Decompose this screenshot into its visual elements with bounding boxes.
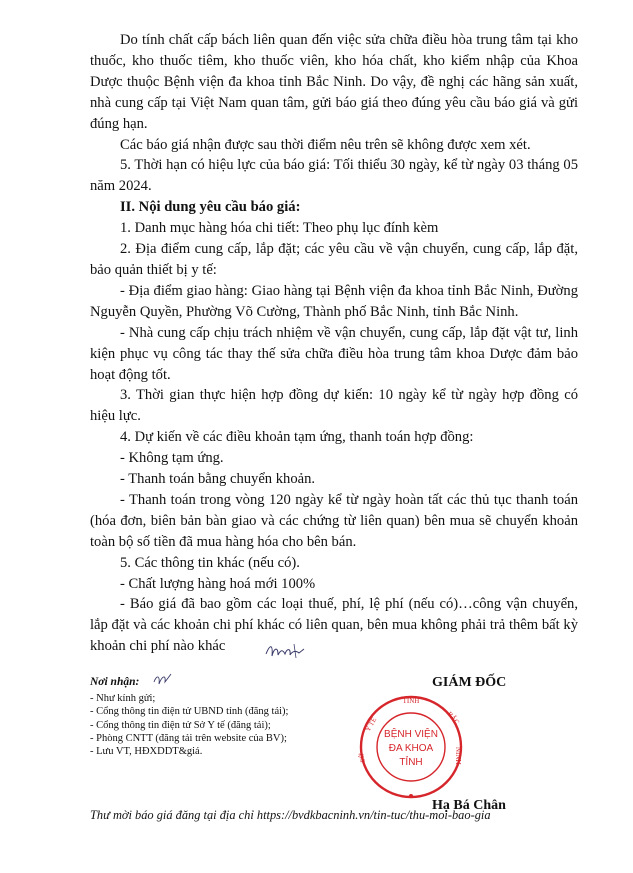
seal-line-2: ĐA KHOA <box>388 743 434 754</box>
recipients-title: Nơi nhận: <box>90 676 370 689</box>
svg-text:NINH: NINH <box>454 747 462 765</box>
paragraph-validity: 5. Thời hạn có hiệu lực của báo giá: Tối thiểu 30 ngày, kể từ ngày 03 tháng 05 năm 2024. <box>90 157 578 195</box>
paragraph-intro: Do tính chất cấp bách liên quan đến việc sửa chữa điều hòa trung tâm tại kho thuốc, kho thuốc tiêm, kho thuốc viên, kho hóa chất, kho kiểm nhập của Khoa Dược thuộc Bệnh viện đa khoa tỉnh Bắc Ninh. Do vậy, đề nghị các hãng sản xuất, nhà cung cấp tại Việt Nam quan tâm, gửi báo giá theo đúng yêu cầu báo giá và gửi đúng hạn. <box>90 32 578 132</box>
recipient-line: - Phòng CNTT (đăng tải trên website của BV); <box>90 732 287 744</box>
item-2-delivery: - Địa điểm giao hàng: Giao hàng tại Bệnh viện đa khoa tỉnh Bắc Ninh, Đường Nguyễn Quyền, Phường Võ Cường, Thành phố Bắc Ninh, tỉnh Bắc Ninh. <box>90 282 578 320</box>
recipients-block <box>90 676 370 758</box>
svg-text:BẮC: BẮC <box>445 710 461 727</box>
item-1: 1. Danh mục hàng hóa chi tiết: Theo phụ lục đính kèm <box>120 220 439 237</box>
footer-note: Thư mời báo giá đăng tại địa chỉ https://bvdkbacninh.vn/tin-tuc/thu-moi-bao-gia <box>90 808 491 822</box>
recipient-line: - Lưu VT, HĐXDDT&giá. <box>90 746 203 758</box>
svg-text:TỈNH: TỈNH <box>402 697 420 705</box>
item-2: 2. Địa điểm cung cấp, lắp đặt; các yêu cầu về vận chuyển, cung cấp, lắp đặt, bảo quản thiết bị y tế: <box>90 241 578 278</box>
recipients-initial <box>152 670 174 688</box>
item-2-supplier: - Nhà cung cấp chịu trách nhiệm về vận chuyển, cung cấp, lắp đặt vật tư, linh kiện phục vụ công tác thay thế sửa chữa điều hòa trung tâm khoa Dược đảm bảo hoạt động tốt. <box>90 324 578 383</box>
item-5: 5. Các thông tin khác (nếu có). <box>120 554 300 571</box>
item-5-fees: - Báo giá đã bao gồm các loại thuế, phí, lệ phí (nếu có)…công vận chuyển, lắp đặt và các khoản chi phí khác có liên quan, bên mua không phải trả thêm bất kỳ khoản chi phí nào khác <box>90 596 578 655</box>
item-4-transfer: - Thanh toán bằng chuyển khoản. <box>120 471 316 488</box>
recipient-line: - Cổng thông tin điện tử Sở Y tế (đăng tải); <box>90 719 271 731</box>
seal-line-1: BỆNH VIỆN <box>384 729 438 740</box>
recipient-line: - Như kính gửi; <box>90 693 156 705</box>
hospital-seal <box>355 692 467 802</box>
item-4-terms: - Thanh toán trong vòng 120 ngày kể từ ngày hoàn tất các thủ tục thanh toán (hóa đơn, biên bản bàn giao và các chứng từ liên quan) bên mua sẽ chuyển khoản toàn bộ số tiền đã mua hàng hóa cho bên bán. <box>90 491 578 550</box>
director-name: Hạ Bá Chân <box>432 798 506 813</box>
item-5-quality: - Chất lượng hàng hoá mới 100% <box>120 575 316 592</box>
svg-text:Y TẾ: Y TẾ <box>363 716 379 733</box>
paragraph-deadline-note: Các báo giá nhận được sau thời điểm nêu trên sẽ không được xem xét. <box>120 136 531 153</box>
seal-line-3: TỈNH <box>399 757 423 768</box>
svg-text:SỞ: SỞ <box>357 752 367 764</box>
item-4: 4. Dự kiến về các điều khoản tạm ứng, thanh toán hợp đồng: <box>120 429 474 446</box>
item-3: 3. Thời gian thực hiện hợp đồng dự kiến: 10 ngày kể từ ngày hợp đồng có hiệu lực. <box>90 387 578 425</box>
initial-signature <box>264 640 308 662</box>
recipient-line: - Cổng thông tin điện tử UBND tỉnh (đăng tải); <box>90 706 289 718</box>
body-text <box>90 30 578 657</box>
section-heading-2: II. Nội dung yêu cầu báo giá: <box>120 199 301 216</box>
item-4-advance: - Không tạm ứng. <box>120 450 224 467</box>
director-title: GIÁM ĐỐC <box>432 675 507 690</box>
